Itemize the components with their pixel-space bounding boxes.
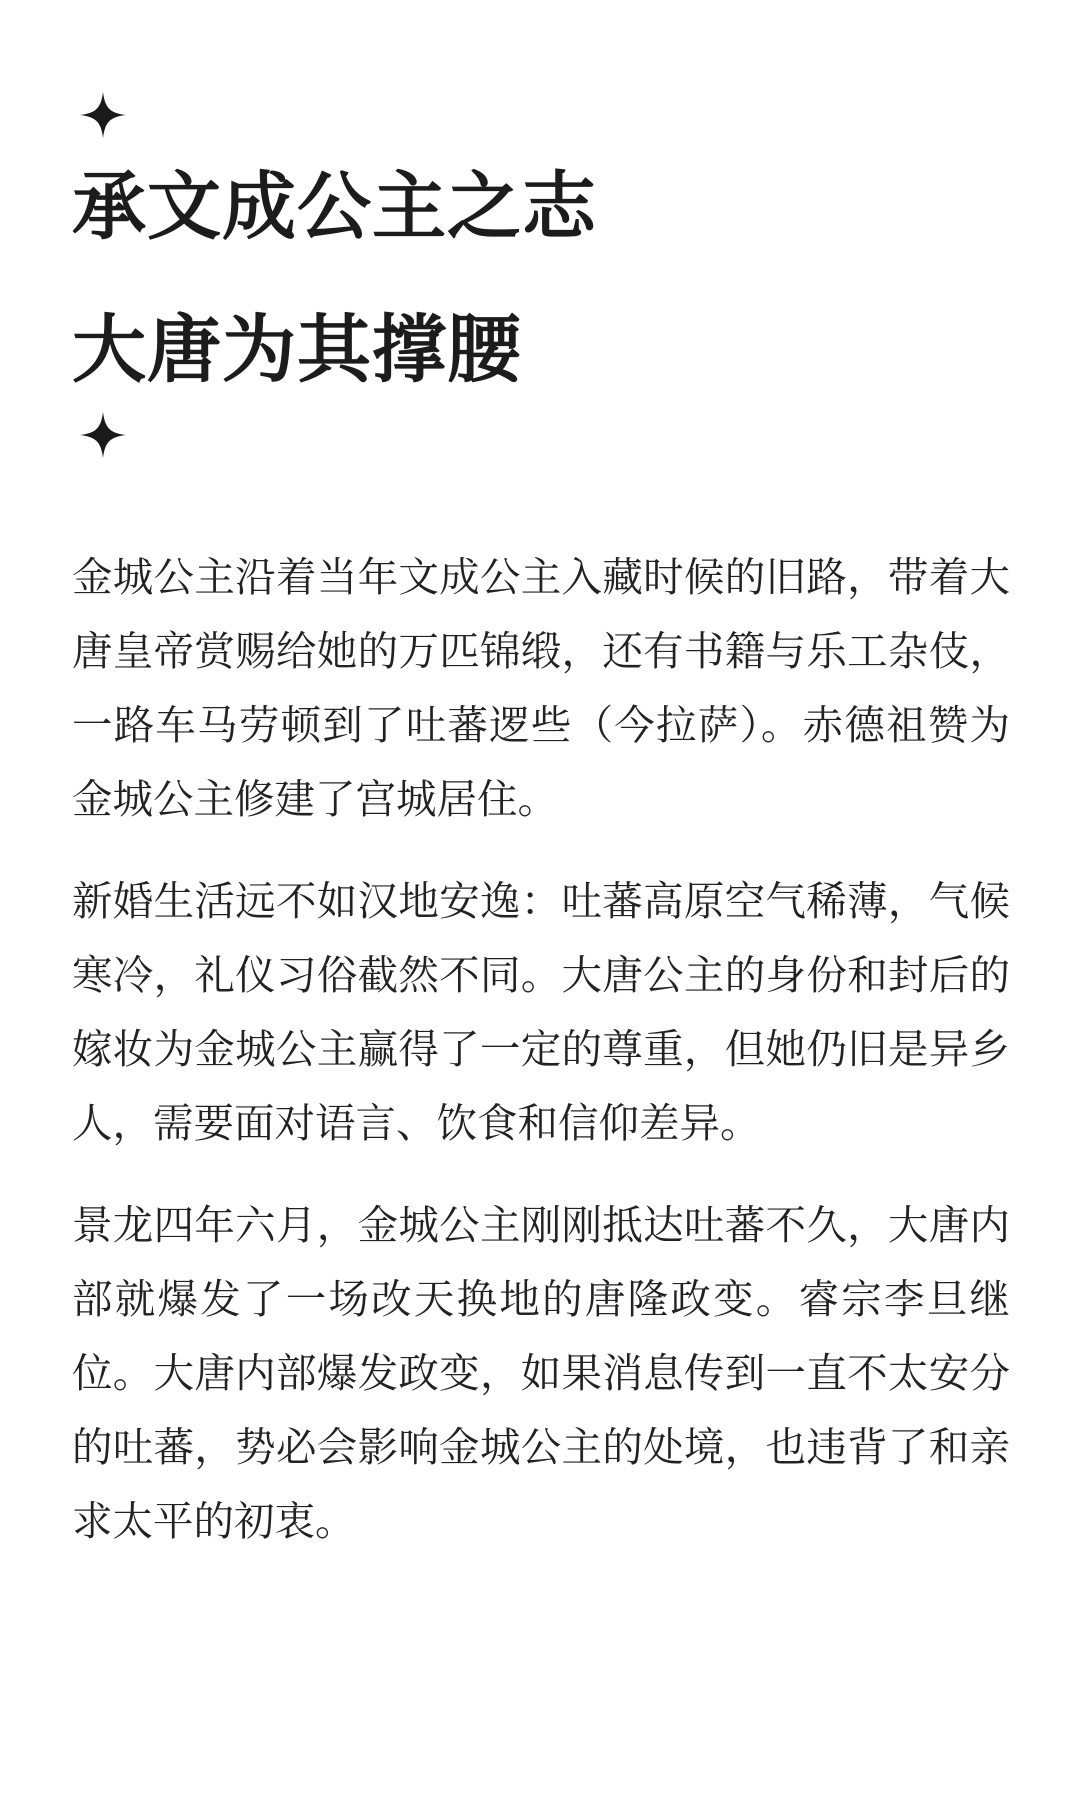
paragraph-1: 金城公主沿着当年文成公主入藏时候的旧路，带着大唐皇帝赏赐给她的万匹锦缎，还有书籍与乐工杂伎，一路车马劳顿到了吐蕃逻些（今拉萨）。赤德祖赞为金城公主修建了宫城居住。 <box>72 553 1010 823</box>
four-point-star-icon <box>78 410 128 460</box>
paragraph-3: 景龙四年六月，金城公主刚刚抵达吐蕃不久，大唐内部就爆发了一场改天换地的唐隆政变。睿宗李旦继位。大唐内部爆发政变，如果消息传到一直不太安分的吐蕃，势必会影响金城公主的处境，也违背了和亲求太平的初衷。 <box>72 1201 1010 1545</box>
title-line-1: 承文成公主之志 <box>72 164 597 250</box>
title-line-2: 大唐为其撑腰 <box>72 307 522 393</box>
four-point-star-icon <box>78 90 128 140</box>
article-body <box>72 540 1010 1586</box>
paragraph-2: 新婚生活远不如汉地安逸：吐蕃高原空气稀薄，气候寒冷，礼仪习俗截然不同。大唐公主的身份和封后的嫁妆为金城公主赢得了一定的尊重，但她仍旧是异乡人，需要面对语言、饮食和信仰差异。 <box>72 877 1010 1147</box>
